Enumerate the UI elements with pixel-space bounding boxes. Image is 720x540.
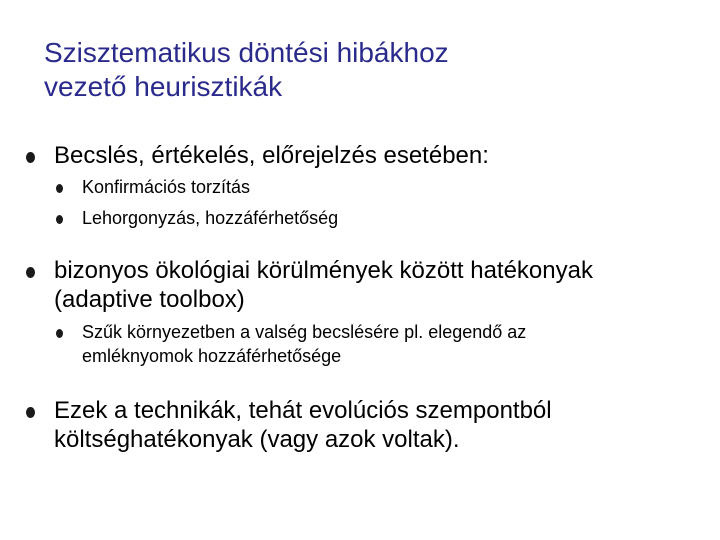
sub-bullet-dot-icon <box>56 329 63 338</box>
sub-bullet-text-line-2: emléknyomok hozzáférhetősége <box>82 346 342 366</box>
bullet-text: Becslés, értékelés, előrejelzés esetében: <box>54 142 489 169</box>
sub-bullet-text: Konfirmációs torzítás <box>82 177 251 197</box>
bullet-text-line-2: (adaptive toolbox) <box>54 286 245 313</box>
slide-title-line-1: Szisztematikus döntési hibákhoz <box>44 37 449 68</box>
sub-bullet-text: Lehorgonyzás, hozzáférhetőség <box>82 208 339 228</box>
bullet-text-line-1: bizonyos ökológiai körülmények között hatékonyak <box>54 257 593 284</box>
sub-bullet-dot-icon <box>56 184 63 193</box>
sub-bullet-text-line-1: Szűk környezetben a valség becslésére pl. elegendő az <box>82 322 527 342</box>
slide-title-line-2: vezető heurisztikák <box>44 71 283 102</box>
bullet-dot-icon <box>26 267 35 278</box>
bullet-text-line-1: Ezek a technikák, tehát evolúciós szempontból <box>54 397 552 424</box>
bullet-text-line-2: költséghatékonyak (vagy azok voltak). <box>54 426 460 453</box>
bullet-dot-icon <box>26 152 35 163</box>
bullet-dot-icon <box>26 407 35 418</box>
sub-bullet-dot-icon <box>56 215 63 224</box>
